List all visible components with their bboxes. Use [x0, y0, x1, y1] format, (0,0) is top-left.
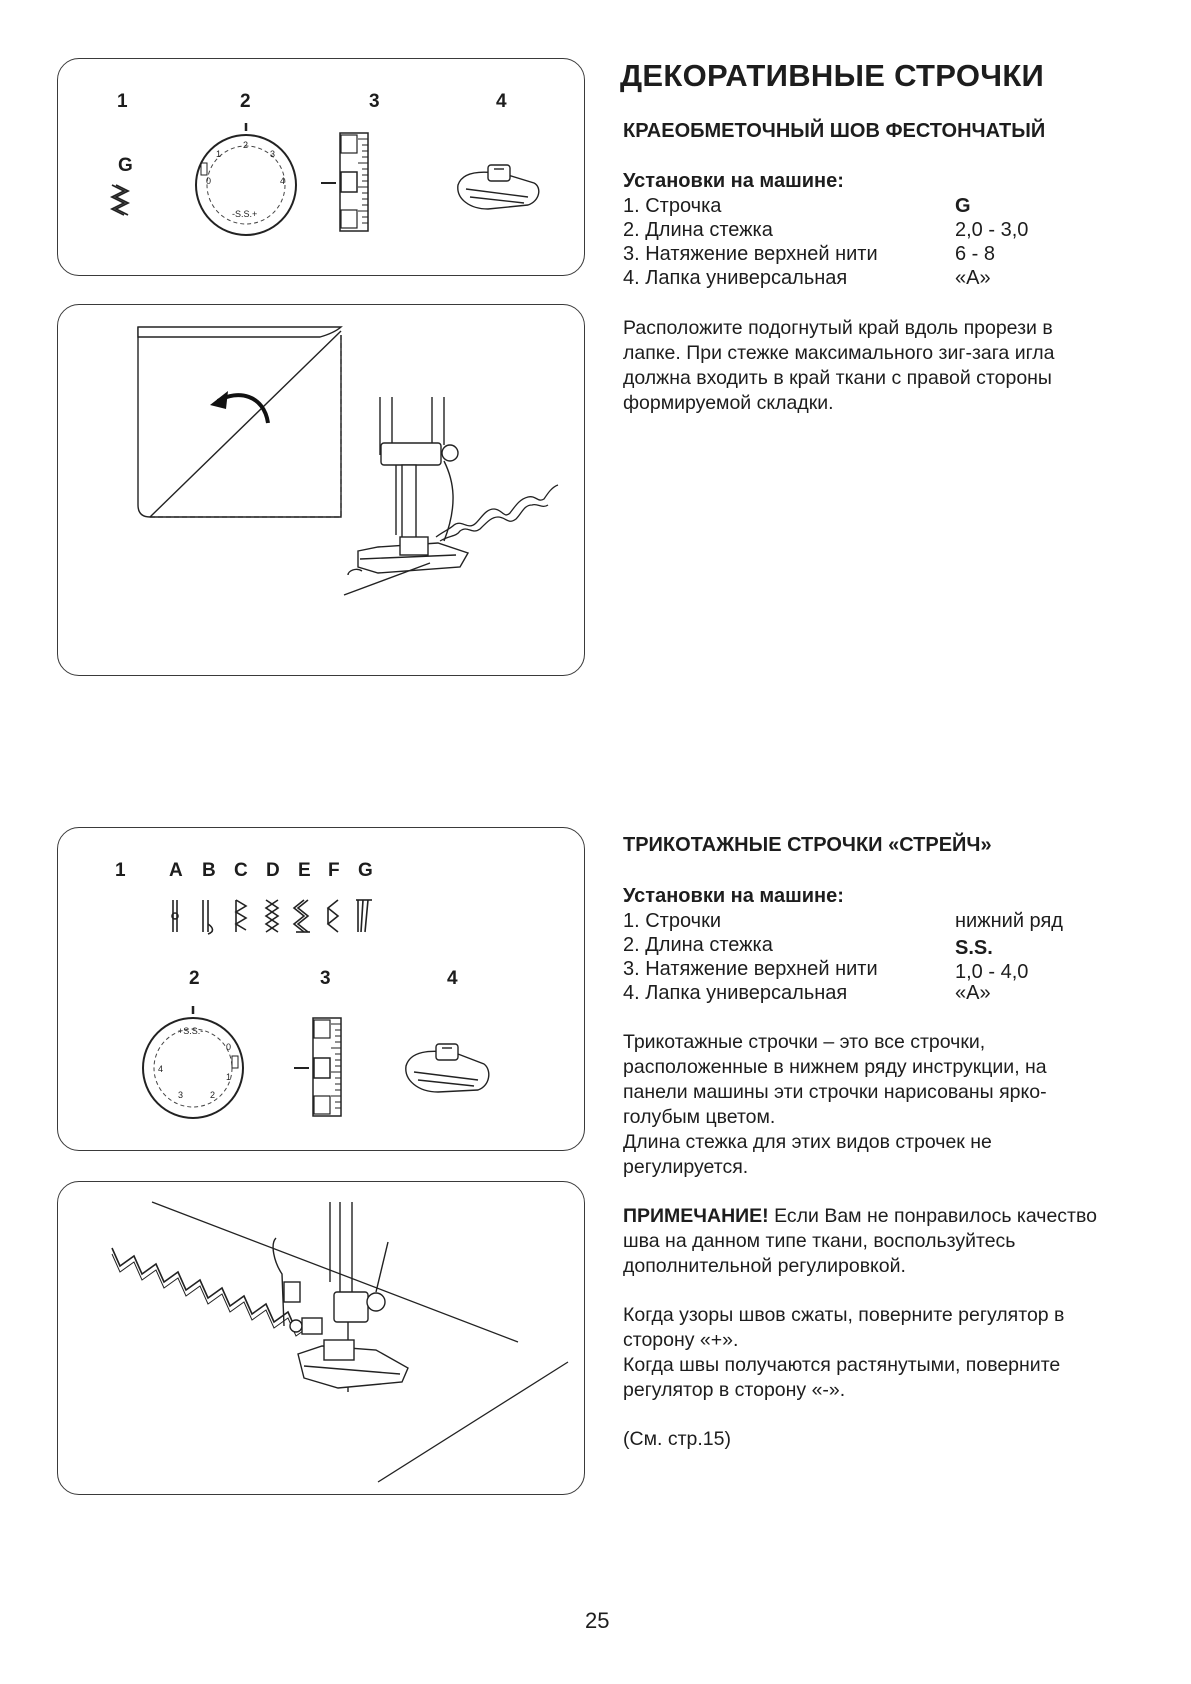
section2-setting-value: S.S.: [955, 937, 993, 959]
page-number: 25: [585, 1608, 610, 1633]
adjust-paragraph-2: Когда швы получаются растянутыми, поверните регулятор в сторону «-».: [623, 1354, 1061, 1401]
stitch-length-dial-icon: [143, 1006, 243, 1118]
figure-panel-overlock-settings: [57, 58, 585, 276]
section2-setting-label: 2. Длина стежка: [623, 934, 773, 956]
note-text: Если Вам не понравилось качество шва на данном типе ткани, воспользуйтесь дополнительной регулировкой.: [623, 1205, 1097, 1277]
stretch-settings-icons: [58, 828, 586, 1152]
section1-setting-value: 6 - 8: [955, 243, 996, 265]
section2-setting-label: 3. Натяжение верхней нити: [623, 958, 878, 980]
note-label: ПРИМЕЧАНИЕ!: [623, 1205, 769, 1227]
section2-description: [623, 1030, 1113, 1180]
description-paragraph-2: Длина стежка для этих видов строчек не регулируется.: [623, 1131, 992, 1178]
svg-text:1: 1: [216, 149, 222, 159]
col-letter-c: C: [234, 860, 248, 881]
col-letter-d: D: [266, 860, 280, 881]
col-number-2: 2: [240, 91, 251, 112]
col-number-4: 4: [496, 91, 507, 112]
stitch-pattern-g-icon: [112, 185, 128, 215]
zigzag-stitch-chain: [436, 485, 558, 541]
svg-text:2: 2: [210, 1090, 216, 1100]
col-number-4: 4: [447, 968, 458, 989]
description-paragraph-1: Трикотажные строчки – это все строчки, расположенные в нижнем ряду инструкции, на панели машины эти строчки нарисованы ярко-голубым цветом.: [623, 1031, 1047, 1128]
section2-setting-value: «A»: [955, 982, 991, 1004]
col-number-3: 3: [369, 91, 380, 112]
svg-text:4: 4: [158, 1064, 164, 1074]
col-number-3: 3: [320, 968, 331, 989]
col-number-2: 2: [189, 968, 200, 989]
svg-text:+S.S.-: +S.S.-: [178, 1026, 204, 1036]
svg-text:3: 3: [178, 1090, 184, 1100]
section2-setting-value: нижний ряд: [955, 910, 1063, 932]
thread-tension-scale-icon: [321, 133, 368, 231]
col-letter-a: A: [169, 860, 183, 881]
settings-icons: [58, 59, 586, 277]
folded-edge-illustration: [58, 305, 586, 677]
col-number-1: 1: [115, 860, 126, 881]
section2-heading: ТРИКОТАЖНЫЕ СТРОЧКИ «СТРЕЙЧ»: [623, 834, 992, 856]
section2-setting-value: 1,0 - 4,0: [955, 961, 1029, 983]
svg-text:4: 4: [280, 176, 286, 186]
section2-setting-label: 4. Лапка универсальная: [623, 982, 848, 1004]
col-number-1: 1: [117, 91, 128, 112]
presser-foot-a-icon: [458, 165, 539, 209]
section1-setting-value: 2,0 - 3,0: [955, 219, 1029, 241]
thread-tension-scale-icon: [294, 1018, 341, 1116]
col-letter-f: F: [328, 860, 340, 881]
page-reference: (См. стр.15): [623, 1428, 731, 1450]
section2-note: [623, 1204, 1113, 1279]
figure-panel-folded-edge: [57, 304, 585, 676]
section1-setting-label: 1. Строчка: [623, 195, 722, 217]
section1-setting-label: 3. Натяжение верхней нити: [623, 243, 878, 265]
stretch-sewing-illustration: [58, 1182, 586, 1496]
stitch-pattern-e-icon: [294, 900, 310, 932]
svg-text:0: 0: [206, 176, 212, 186]
presser-foot-a-icon: [406, 1044, 489, 1092]
section1-setting-label: 2. Длина стежка: [623, 219, 773, 241]
page-title: ДЕКОРАТИВНЫЕ СТРОЧКИ: [620, 58, 1045, 93]
section1-setting-value: G: [955, 195, 971, 217]
section1-settings-title: Установки на машине:: [623, 170, 844, 192]
svg-text:3: 3: [270, 149, 276, 159]
col-letter-b: B: [202, 860, 216, 881]
stitch-pattern-d-icon: [266, 900, 278, 932]
section1-heading: КРАЕОБМЕТОЧНЫЙ ШОВ ФЕСТОНЧАТЫЙ: [623, 120, 1046, 142]
pattern-letter: G: [118, 155, 133, 176]
section2-setting-label: 1. Строчки: [623, 910, 721, 932]
svg-text:1: 1: [226, 1072, 232, 1082]
stitch-pattern-a-icon: [172, 900, 178, 932]
stitch-pattern-f-icon: [328, 900, 338, 932]
stretch-stitch-edge: [112, 1248, 310, 1330]
section1-description: Расположите подогнутый край вдоль прорези в лапке. При стежке максимального зиг-зага игла должна входить в край ткани с правой стороны формируемой складки.: [623, 317, 1055, 414]
note-paragraph: [623, 1204, 1113, 1279]
adjust-paragraph-1: Когда узоры швов сжаты, поверните регулятор в сторону «+».: [623, 1304, 1065, 1351]
section2-adjustments: [623, 1303, 1113, 1403]
svg-text:2: 2: [243, 140, 249, 150]
stitch-length-dial-icon: [196, 123, 296, 235]
section2-settings-title: Установки на машине:: [623, 885, 844, 907]
col-letter-e: E: [298, 860, 311, 881]
svg-text:0: 0: [226, 1042, 232, 1052]
stitch-pattern-g-icon: [356, 900, 372, 932]
stitch-pattern-b-icon: [203, 900, 213, 934]
svg-text:-S.S.+: -S.S.+: [232, 209, 258, 219]
stitch-pattern-c-icon: [236, 900, 246, 932]
figure-panel-stretch-settings: [57, 827, 585, 1151]
col-letter-g: G: [358, 860, 373, 881]
section1-setting-label: 4. Лапка универсальная: [623, 267, 848, 289]
section1-setting-value: «A»: [955, 267, 991, 289]
figure-panel-stretch-sewing: [57, 1181, 585, 1495]
